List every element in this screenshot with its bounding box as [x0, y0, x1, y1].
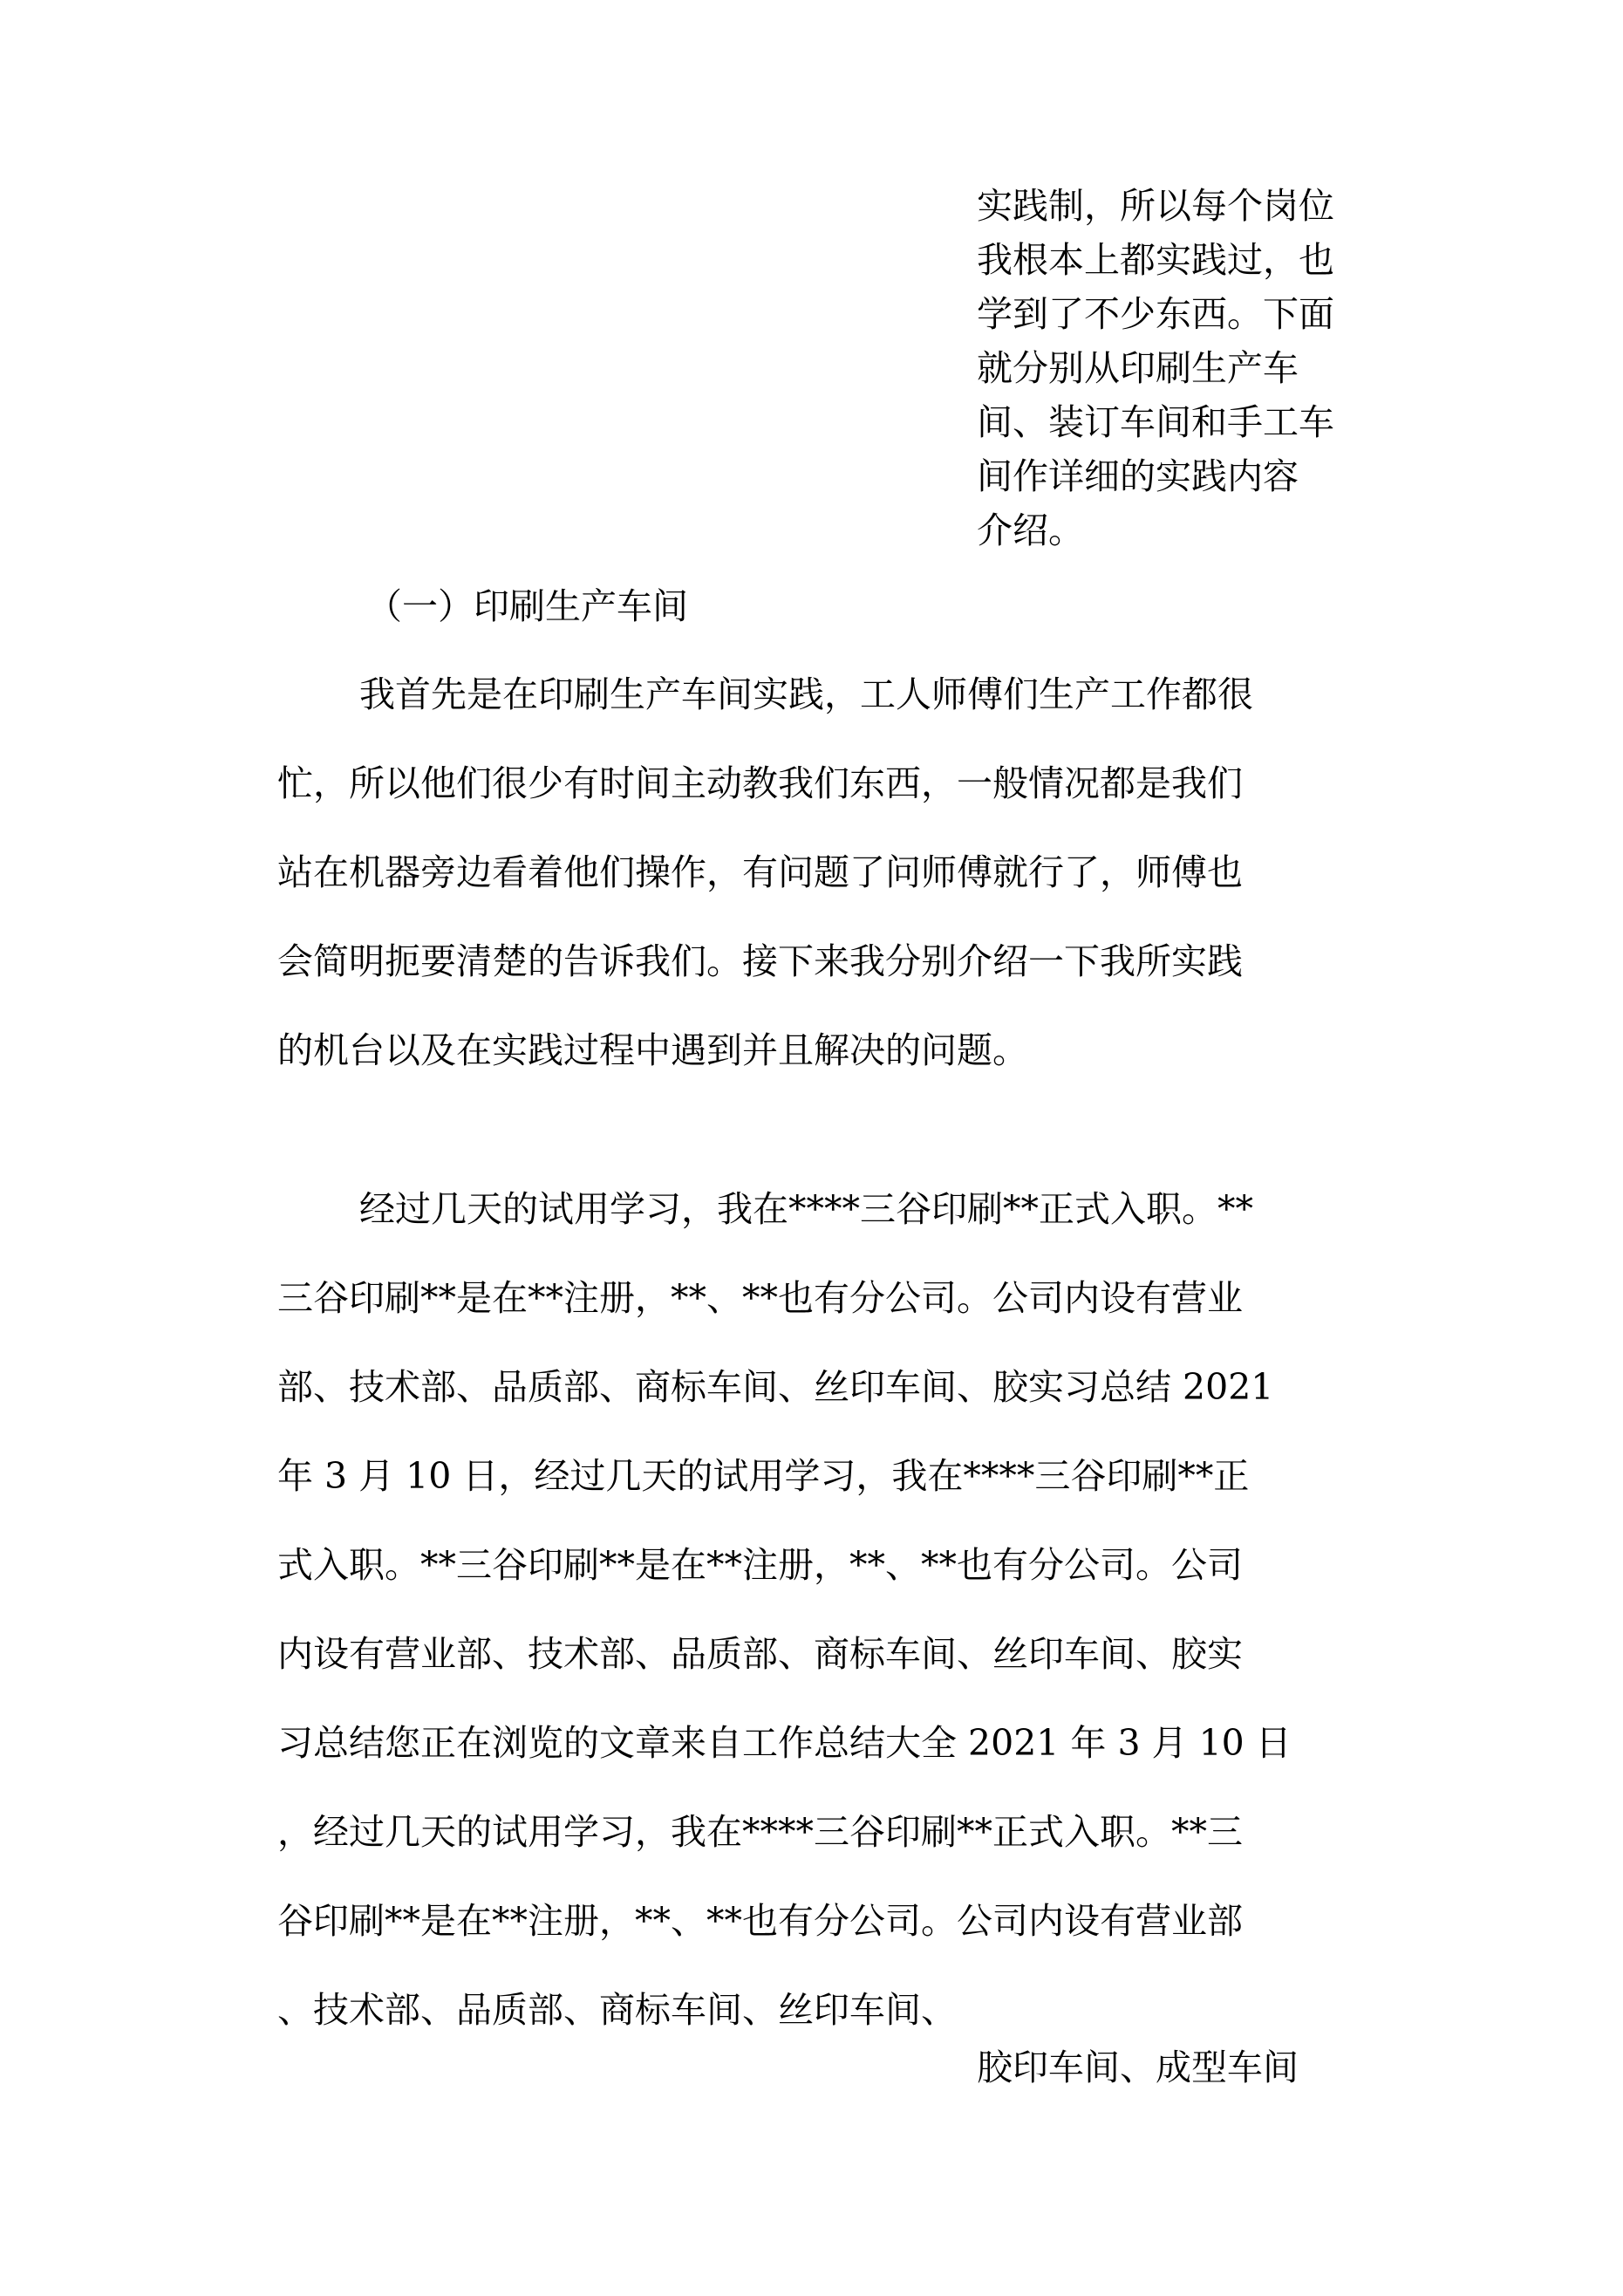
text-line: 三谷印刷**是在**注册，**、**也有分公司。公司内设有营业: [277, 1277, 1243, 1319]
text-line: 的机台以及在实践过程中遇到并且解决的问题。: [277, 1029, 1028, 1071]
text-line: 经过几天的试用学习，我在****三谷印刷**正式入职。**: [359, 1188, 1253, 1230]
text-line: 内设有营业部、技术部、品质部、商标车间、丝印车间、胶实: [277, 1633, 1243, 1675]
text-line: 介绍。: [977, 509, 1084, 551]
text-line: 我首先是在印刷生产车间实践，工人师傅们生产工作都很: [359, 673, 1253, 715]
text-line: 学到了不少东西。下面: [977, 293, 1334, 335]
text-line: 我根本上都实践过，也: [977, 239, 1334, 281]
section-heading: （一）印刷生产车间: [366, 585, 688, 627]
text-line: 实践制，所以每个岗位: [977, 185, 1334, 227]
text-line: 就分别从印刷生产车: [977, 347, 1299, 389]
top-right-text-column: [977, 179, 1395, 557]
text-line: 、技术部、品质部、商标车间、丝印车间、: [277, 1989, 957, 2031]
text-line: 会简明扼要清楚的告诉我们。接下来我分别介绍一下我所实践: [277, 940, 1243, 982]
text-line: 年 3 月 10 日，经过几天的试用学习，我在****三谷印刷**正: [277, 1455, 1250, 1497]
text-line: 式入职。**三谷印刷**是在**注册，**、**也有分公司。公司: [277, 1544, 1243, 1586]
text-line: 谷印刷**是在**注册，**、**也有分公司。公司内设有营业部: [277, 1900, 1243, 1942]
text-line: 站在机器旁边看着他们操作，有问题了问师傅就行了，师傅也: [277, 851, 1243, 893]
text-line: 间、装订车间和手工车: [977, 401, 1334, 443]
text-line: ，经过几天的试用学习，我在****三谷印刷**正式入职。**三: [277, 1811, 1243, 1853]
text-line: 忙，所以他们很少有时间主动教我们东西，一般情况都是我们: [277, 762, 1243, 804]
text-line: 习总结您正在浏览的文章来自工作总结大全 2021 年 3 月 10 日: [277, 1722, 1292, 1764]
text-line: 部、技术部、品质部、商标车间、丝印车间、胶实习总结 2021: [277, 1366, 1274, 1408]
paragraph-company-intro: [277, 1165, 1378, 2054]
trailing-text-line: 胶印车间、成型车间: [977, 2047, 1299, 2088]
paragraph-printing-workshop: [277, 650, 1378, 1095]
text-line: 间作详细的实践内容: [977, 455, 1299, 497]
